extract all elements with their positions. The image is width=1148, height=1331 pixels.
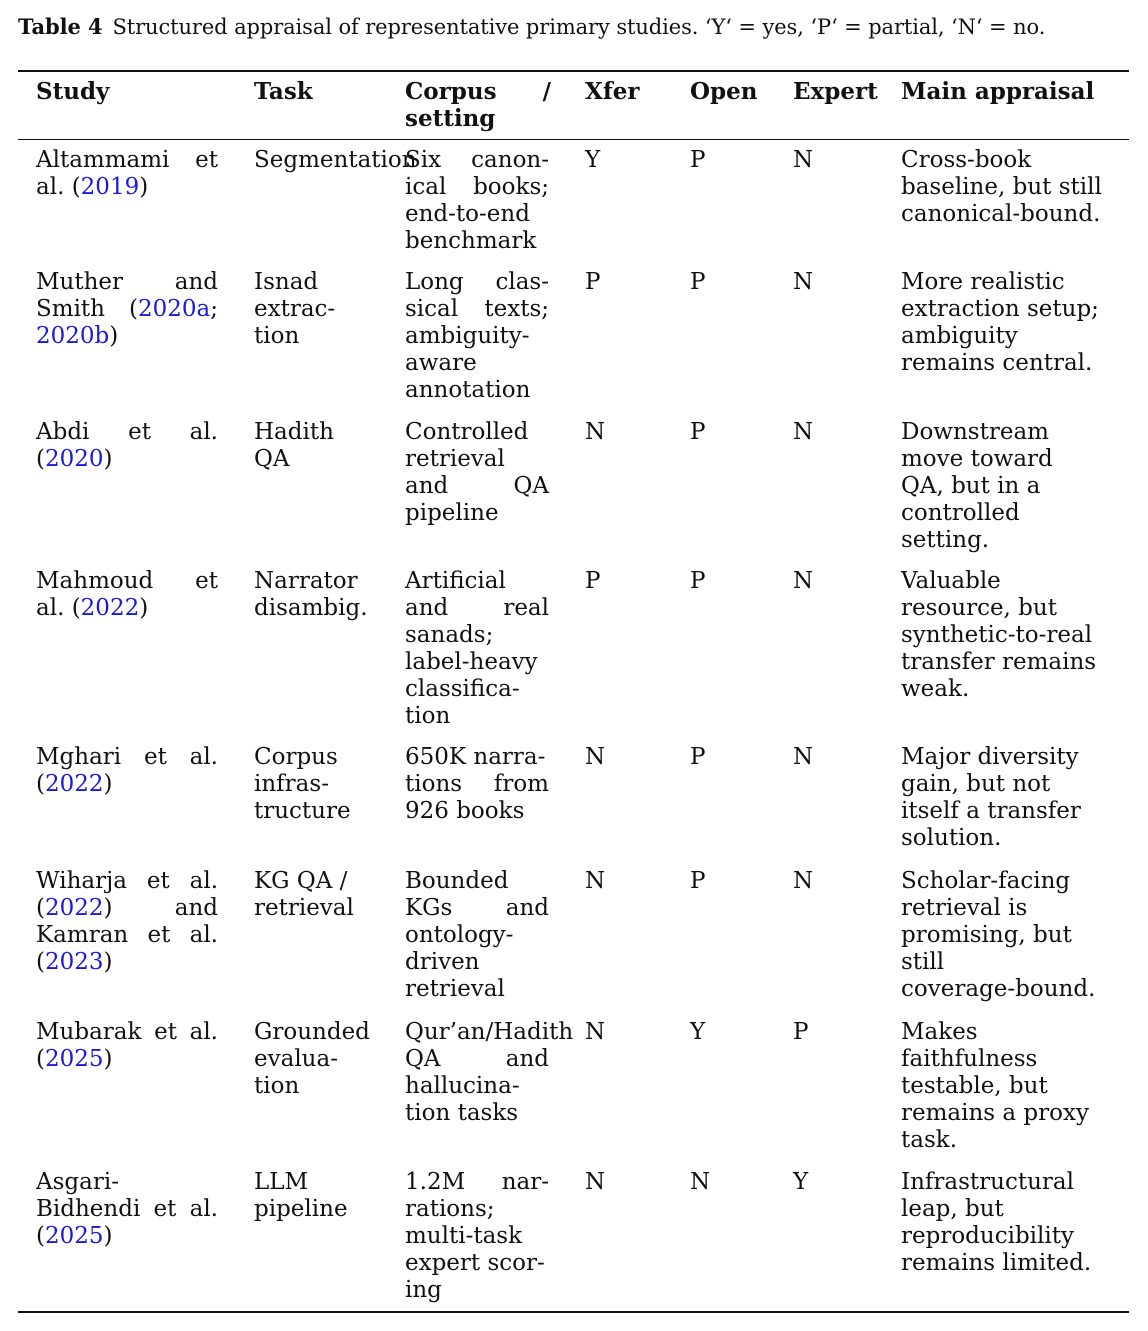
bottom-rule (18, 1311, 1129, 1313)
corpus-cell: Qur’an/Hadith QA and hallucina- tion tasks (405, 1019, 574, 1126)
expert-cell: N (793, 419, 814, 445)
header-open: Open (690, 78, 758, 105)
header-study: Study (36, 78, 110, 105)
header-corpus-line1: Corpus / (405, 78, 551, 105)
main-appraisal-cell: Valuable resource, but synthetic-to-real transfer remains weak. (901, 568, 1097, 702)
open-cell: N (690, 1169, 711, 1195)
open-cell: P (690, 269, 706, 295)
citation-link[interactable]: 2020a (138, 296, 211, 322)
open-cell: Y (690, 1019, 706, 1045)
xfer-cell: N (585, 419, 606, 445)
corpus-cell: Bounded KGs and ontology- driven retrieval (405, 868, 549, 1002)
citation-link[interactable]: 2023 (44, 949, 104, 975)
expert-cell: P (793, 1019, 809, 1045)
open-cell: P (690, 147, 706, 173)
study-cell: Abdi et al. (2020) (36, 419, 218, 472)
corpus-cell: 1.2M nar- rations; multi-task expert scor- ing (405, 1169, 549, 1303)
study-cell: Mahmoud et al. (2022) (36, 568, 218, 621)
corpus-cell: Artificial and real sanads; label-heavy classifica- tion (405, 568, 549, 729)
task-cell: Isnad extrac- tion (254, 269, 336, 349)
main-appraisal-cell: Infrastructural leap, but reproducibility remains limited. (901, 1169, 1092, 1276)
citation-link[interactable]: 2022 (44, 771, 104, 797)
main-appraisal-cell: Cross-book baseline, but still canonical-bound. (901, 147, 1102, 227)
citation-link[interactable]: 2020 (44, 446, 104, 472)
citation-link[interactable]: 2025 (44, 1046, 104, 1072)
header-expert: Expert (793, 78, 878, 105)
study-cell: Muther and Smith (2020a; 2020b) (36, 269, 218, 349)
study-cell: Mghari et al. (2022) (36, 744, 218, 797)
header-rule (18, 139, 1129, 140)
corpus-cell: Six canon- ical books; end-to-end benchmark (405, 147, 549, 254)
table-caption (18, 14, 1138, 39)
xfer-cell: Y (585, 147, 601, 173)
main-appraisal-cell: Major diversity gain, but not itself a transfer solution. (901, 744, 1081, 851)
study-cell: Altammami et al. (2019) (36, 147, 218, 200)
xfer-cell: N (585, 868, 606, 894)
expert-cell: N (793, 147, 814, 173)
citation-link[interactable]: 2022 (44, 895, 104, 921)
main-appraisal-cell: Makes faithfulness testable, but remains a proxy task. (901, 1019, 1089, 1153)
header-task: Task (254, 78, 313, 105)
expert-cell: N (793, 568, 814, 594)
task-cell: Segmentation (254, 147, 417, 173)
citation-link[interactable]: 2019 (80, 174, 140, 200)
header-corpus-line2: setting (405, 105, 496, 132)
header-xfer: Xfer (585, 78, 640, 105)
main-appraisal-cell: More realistic extraction setup; ambiguity remains central. (901, 269, 1099, 376)
expert-cell: Y (793, 1169, 809, 1195)
header-main: Main appraisal (901, 78, 1095, 105)
study-cell: Mubarak et al. (2025) (36, 1019, 218, 1072)
header-corpus (405, 78, 551, 132)
corpus-cell: 650K narra- tions from 926 books (405, 744, 549, 824)
table-label: Table 4 (18, 14, 103, 39)
corpus-cell: Controlled retrieval and QA pipeline (405, 419, 549, 526)
main-appraisal-cell: Downstream move toward QA, but in a controlled setting. (901, 419, 1053, 553)
xfer-cell: N (585, 1169, 606, 1195)
open-cell: P (690, 868, 706, 894)
xfer-cell: P (585, 568, 601, 594)
study-cell: Asgari-Bidhendi et al. (2025) (36, 1169, 218, 1249)
task-cell: LLM pipeline (254, 1169, 348, 1222)
corpus-cell: Long clas- sical texts; ambiguity- aware annotation (405, 269, 549, 403)
citation-link[interactable]: 2025 (44, 1223, 104, 1249)
expert-cell: N (793, 744, 814, 770)
top-rule (18, 70, 1129, 72)
open-cell: P (690, 568, 706, 594)
open-cell: P (690, 419, 706, 445)
expert-cell: N (793, 269, 814, 295)
xfer-cell: P (585, 269, 601, 295)
xfer-cell: N (585, 744, 606, 770)
task-cell: Corpus infras- tructure (254, 744, 351, 824)
xfer-cell: N (585, 1019, 606, 1045)
open-cell: P (690, 744, 706, 770)
expert-cell: N (793, 868, 814, 894)
caption-text: Structured appraisal of representative primary studies. ‘Y‘ = yes, ‘P‘ = partial, ‘N‘ = no. (112, 15, 1046, 39)
task-cell: Grounded evalua- tion (254, 1019, 370, 1099)
task-cell: Narrator disambig. (254, 568, 368, 621)
study-cell: Wiharja et al. (2022) and Kamran et al. (2023) (36, 868, 218, 975)
main-appraisal-cell: Scholar-facing retrieval is promising, but still coverage-bound. (901, 868, 1096, 1002)
task-cell: KG QA / retrieval (254, 868, 354, 921)
citation-link[interactable]: 2022 (80, 595, 140, 621)
citation-link[interactable]: 2020b (36, 323, 110, 349)
task-cell: Hadith QA (254, 419, 334, 472)
